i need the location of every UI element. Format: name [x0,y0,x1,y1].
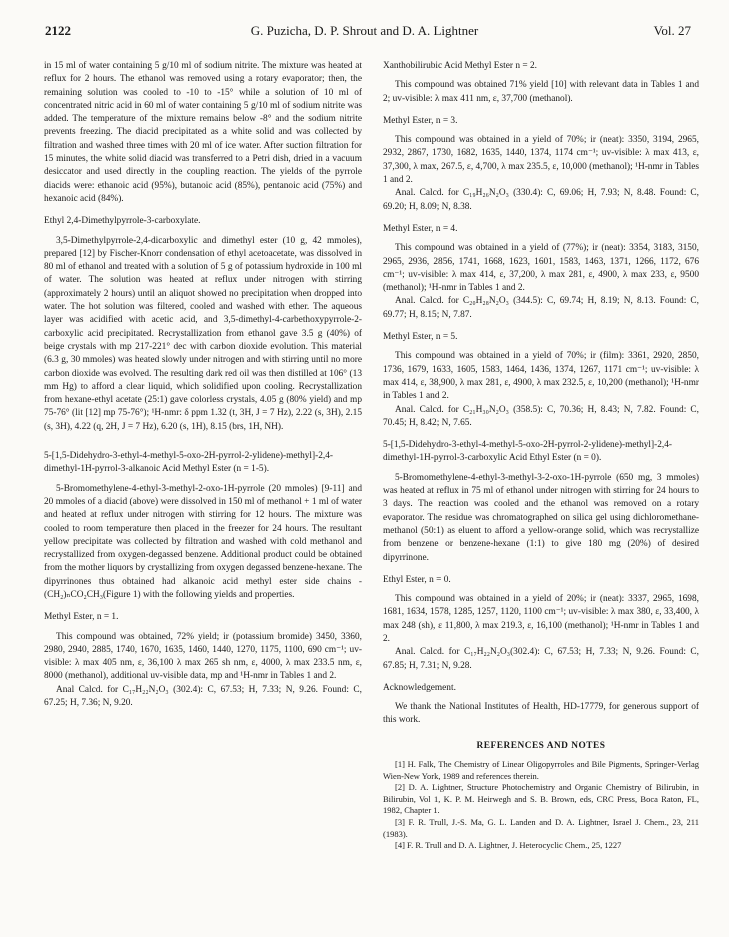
acknowledgement-heading: Acknowledgement. [383,682,456,693]
references-list [383,759,699,852]
xanthobilirubic-paragraph: This compound was obtained 71% yield [10] with relevant data in Tables 1 and 2; uv-visible: λ max 411 nm, ε, 37,700 (methanol). [383,80,699,104]
acknowledgement-paragraph: We thank the National Institutes of Health, HD-17779, for generous support of this work. [383,702,699,726]
intro-paragraph: in 15 ml of water containing 5 g/10 ml of sodium nitrite. The mixture was heated at reflux for 2 hours. The ethanol was removed using a rotary evaporator; then, the remaining solution was cooled to -10 to -15° while a solution of 10 ml of concentrated nitric acid in 60 ml of water containing 5 g/10 ml of sodium nitrite was added. The temperature of the mixture remains below -8° and the sodium nitrite prevents freezing. The diacid precipitated as a white solid and was collected by filtration and washed three times with 20 ml of ice water. After suction filtration for 15 minutes, the white solid diacid was transferred to a Petri dish, dried in a vacuum desiccator and used directly in the coupling reaction. The yields of the pyrrole diacids were: ethanoic acid (95%), butanoic acid (85%), pentanoic acid (75%) and hexanoic acid (84%). [44,61,362,204]
methyl-ester-n5-analysis: Anal. Calcd. for C₂₁H₃₀N₂O₃ (358.5): C, 70.36; H, 8.43; N, 7.82. Found: C, 70.45; H, 8.42; N, 7.65. [383,404,699,428]
ethyl-ester-n0-paragraph: This compound was obtained in a yield of 20%; ir (neat): 3337, 2965, 1698, 1681, 1634, 1578, 1285, 1257, 1120, 1100 cm⁻¹; uv-visible: λ max 380, ε, 33,400, λ max 248 (sh), ε 11,800, λ max 219.3, ε, 16,100 (methanol); ¹H-nmr in Tables 1 and 2. [383,594,699,644]
reference-item: [2] D. A. Lightner, Structure Photochemistry and Organic Chemistry of Bilirubin, in Bilirubin, Vol 1, K. P. M. Heirwegh and S. B. Brown, eds, CRC Press, Boca Raton, FL, 1982, Chapter 1. [383,782,699,816]
left-column [44,60,362,710]
reference-item: [1] H. Falk, The Chemistry of Linear Oligopyrroles and Bile Pigments, Springer-Verlag Wien-New York, 1989 and references therein. [383,759,699,781]
methyl-ester-n5-paragraph: This compound was obtained in a yield of 70%; ir (film): 3361, 2920, 2850, 1736, 1679, 1633, 1605, 1583, 1464, 1436, 1374, 1267, 1171 cm⁻¹; uv-visible: λ max 414, ε, 38,900, λ max 281, ε, 4900, λ max 232.5, ε, 10,200 (methanol); ¹H-nmr in Tables 1 and 2. [383,351,699,402]
running-head-authors: G. Puzicha, D. P. Shrout and D. A. Lightner [250,23,479,38]
heading-ethyl-ester-n0: Ethyl Ester, n = 0. [383,574,451,585]
heading-methyl-ester-n1: Methyl Ester, n = 1. [44,612,119,623]
right-column [383,60,699,852]
section-heading-ethyl-pyrrole: Ethyl 2,4-Dimethylpyrrole-3-carboxylate. [44,216,201,227]
page-number: 2122 [45,23,71,38]
ethyl-pyrrole-paragraph: 3,5-Dimethylpyrrole-2,4-dicarboxylic and dimethyl ester (10 g, 42 mmoles), prepared [12] by Fischer-Knorr condensation of ethyl acetoacetate, was dissolved in 80 ml of ethanol and treated with a solution of 5 g of potassium hydroxide in 100 ml of water. The solution was heated at reflux under nitrogen with stirring (approximately 2 hours) until an aliquot showed no precipitation when dropped into water. The hot solution was filtered, cooled and washed with ether. The aqueous layer was acidified with acetic acid, and 3,5-dimethyl-4-carbethoxypyrrole-2-carboxylic acid precipitated. Recrystallization from ethanol gave 3.5 g (40%) of beige crystals with mp 217-221° dec with carbon dioxide evolution. This material (6.3 g, 30 mmoles) was heated slowly under nitrogen and with stirring until no more carbon dioxide was evolved. The resulting dark red oil was then distilled at 106° (13 mm Hg) to afford a clear liquid, which solidified upon cooling. Recrystallization from hexane-ethyl acetate (25:1) gave colorless crystals, 4.05 g (80% yield) and mp 75-76° (lit [12] mp 75-76°); ¹H-nmr: δ ppm 1.32 (t, 3H, J = 7 Hz), 2.22 (s, 3H), 2.15 (s, 3H), 4.22 (q, 2H, J = 7 Hz), 6.20 (s, 1H), 8.15 (brs, 1H, NH). [44,235,362,432]
section-heading-didehydro-ethyl: 5-[1,5-Didehydro-3-ethyl-4-methyl-5-oxo-2H-pyrrol-2-ylidene)-methyl]-2,4-dimethyl-1H-pyrrol-3-carboxylic Acid Ethyl Ester (n = 0). [383,440,673,464]
methyl-ester-n1-paragraph: This compound was obtained, 72% yield; ir (potassium bromide) 3450, 3360, 2980, 2940, 2885, 1740, 1670, 1635, 1460, 1440, 1270, 1175, 1100, 690 cm⁻¹; uv-visible: λ max 405 nm, ε, 36,100 λ max 265 sh nm, ε, 4000, λ max 233.5 nm, ε, 8000 (methanol), additional uv-visible data, mp and ¹H-nmr in Tables 1 and 2. [44,631,362,682]
heading-methyl-ester-n5: Methyl Ester, n = 5. [383,332,458,343]
bromomethylene-paragraph: 5-Bromomethylene-4-ethyl-3-methyl-2-oxo-1H-pyrrole (20 mmoles) [9-11] and 20 mmoles of a diacid (above) were dissolved in 150 ml of methanol + 1 ml of water and heated at reflux under nitrogen with stirring for 12 hours. The mixture was cooled to room temperature then placed in the freezer for 24 hours. The resultant yellow precipitate was collected by filtration and washed with cold methanol and recrystallized from oxygen-degassed benzene. Additional product could be obtained from the mother liquors by crystallizing from oxygen degassed benzene-hexane. The dipyrrinones thus obtained had alkanoic acid methyl ester side chains -(CH₂)ₙCO₂CH₃(Figure 1) with the following yields and properties. [44,483,362,600]
reference-item: [4] F. R. Trull and D. A. Lightner, J. Heterocyclic Chem., 25, 1227 [395,840,622,851]
reference-item: [3] F. R. Trull, J.-S. Ma, G. L. Landen and D. A. Lightner, Israel J. Chem., 23, 211 (1983). [383,817,699,839]
heading-methyl-ester-n3: Methyl Ester, n = 3. [383,115,458,126]
methyl-ester-n4-analysis: Anal. Calcd. for C₂₀H₂₈N₂O₃ (344.5): C, 69.74; H, 8.19; N, 8.13. Found: C, 69.77; H, 8.15; N, 7.87. [383,296,699,320]
references-title: REFERENCES AND NOTES [476,740,606,751]
section-heading-didehydro-alkanoic: 5-[1,5-Didehydro-3-ethyl-4-methyl-5-oxo-2H-pyrrol-2-ylidene)-methyl]-2,4-dimethyl-1H-pyrrol-3-alkanoic Acid Methyl Ester (n = 1-5). [44,451,334,475]
heading-methyl-ester-n4: Methyl Ester, n = 4. [383,223,458,234]
ethyl-ester-n0-analysis: Anal. Calcd. for C₁₇H₂₂N₂O₃(302.4): C, 67.53; H, 7.33; N, 9.26. Found: C, 67.85; H, 7.31; N, 9.28. [383,647,699,671]
methyl-ester-n3-paragraph: This compound was obtained in a yield of 70%; ir (neat): 3350, 3194, 2965, 2932, 2867, 1730, 1682, 1635, 1440, 1374, 1174 cm⁻¹; uv-visible: λ max 413, ε, 37,300, λ max, 267.5, ε, 4,700, λ max 235.5, ε, 10,000 (methanol); ¹H-nmr in Tables 1 and 2. [383,135,699,186]
volume-label: Vol. 27 [653,23,691,38]
methyl-ester-n3-analysis: Anal. Calcd. for C₁₉H₂₆N₂O₃ (330.4): C, 69.06; H, 7.93; N, 8.48. Found: C, 69.20; H, 8.09; N, 8.38. [383,188,699,212]
methyl-ester-n4-paragraph: This compound was obtained in a yield of (77%); ir (neat): 3354, 3183, 3150, 2965, 2936, 2856, 1741, 1668, 1623, 1601, 1583, 1463, 1371, 1266, 1172, 676 cm⁻¹; uv-visible: λ max 414, ε, 37,200, λ max 281, ε, 4900, λ max 233, ε, 9500 (methanol); ¹H-nmr in Tables 1 and 2. [383,243,699,294]
heading-xanthobilirubic: Xanthobilirubic Acid Methyl Ester n = 2. [383,61,537,71]
methyl-ester-n1-analysis: Anal Calcd. for C₁₇H₂₂N₂O₃ (302.4): C, 67.53; H, 7.33; N, 9.26. Found: C, 67.25; H, 7.36; N, 9.20. [44,684,362,709]
bromomethylene-ethyl-paragraph: 5-Bromomethylene-4-ethyl-3-methyl-3-2-oxo-1H-pyrrole (650 mg, 3 mmoles) was heated at reflux in 75 ml of ethanol under nitrogen with stirring for 24 hours to 3 days. The reaction was cooled and the ethanol was removed on a rotary evaporator. The residue was chromatographed on silica gel using dichloromethane-methanol (50:1) as eluent to afford a yellow-orange solid, which was recrystallize from benzene or benzene-hexane (1:1) to give 180 mg (20%) of desired dipyrrinone. [383,472,699,563]
